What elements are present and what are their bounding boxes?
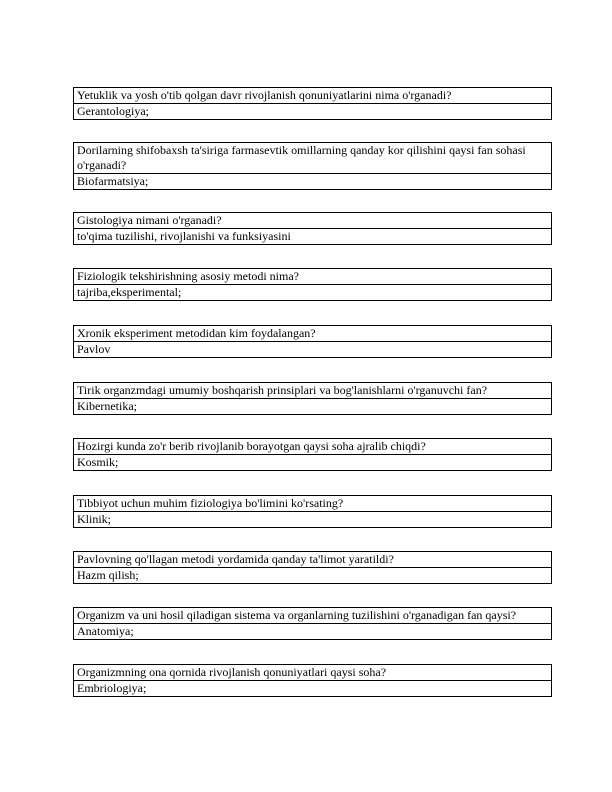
- qa-block: [73, 551, 552, 584]
- question-text: Tirik organzmdagi umumiy boshqarish prinsiplari va bog'lanishlarni o'rganuvchi fan?: [74, 383, 552, 399]
- question-text: Xronik eksperiment metodidan kim foydalangan?: [74, 326, 552, 342]
- answer-text: Klinik;: [74, 512, 552, 528]
- answer-text: tajriba,eksperimental;: [74, 285, 552, 301]
- qa-block: [73, 268, 552, 301]
- question-text: Organizm va uni hosil qiladigan sistema va organlarning tuzilishini o'rganadigan fan qaysi?: [74, 608, 552, 624]
- question-text: Gistologiya nimani o'rganadi?: [74, 213, 552, 229]
- question-text: Pavlovning qo'llagan metodi yordamida qanday ta'limot yaratildi?: [74, 552, 552, 568]
- question-text: Dorilarning shifobaxsh ta'siriga farmasevtik omillarning qanday kor qilishini qaysi fan sohasi o'rganadi?: [74, 143, 552, 174]
- answer-text: Pavlov: [74, 342, 552, 358]
- qa-block: [73, 607, 552, 640]
- qa-block: [73, 382, 552, 415]
- answer-text: Embriologiya;: [74, 681, 552, 697]
- answer-text: Gerantologiya;: [74, 104, 552, 120]
- qa-block: [73, 438, 552, 471]
- answer-text: Biofarmatsiya;: [74, 174, 552, 190]
- qa-block: [73, 495, 552, 528]
- answer-text: Hazm qilish;: [74, 568, 552, 584]
- qa-block: [73, 87, 552, 120]
- question-text: Yetuklik va yosh o'tib qolgan davr rivojlanish qonuniyatlarini nima o'rganadi?: [74, 88, 552, 104]
- answer-text: to'qima tuzilishi, rivojlanishi va funksiyasini: [74, 229, 552, 245]
- qa-block: [73, 142, 552, 190]
- answer-text: Anatomiya;: [74, 624, 552, 640]
- question-text: Fiziologik tekshirishning asosiy metodi nima?: [74, 269, 552, 285]
- question-text: Tibbiyot uchun muhim fiziologiya bo'limini ko'rsating?: [74, 496, 552, 512]
- question-text: Hozirgi kunda zo'r berib rivojlanib borayotgan qaysi soha ajralib chiqdi?: [74, 439, 552, 455]
- answer-text: Kibernetika;: [74, 399, 552, 415]
- qa-block: [73, 212, 552, 245]
- answer-text: Kosmik;: [74, 455, 552, 471]
- qa-block: [73, 664, 552, 697]
- qa-block: [73, 325, 552, 358]
- question-text: Organizmning ona qornida rivojlanish qonuniyatlari qaysi soha?: [74, 665, 552, 681]
